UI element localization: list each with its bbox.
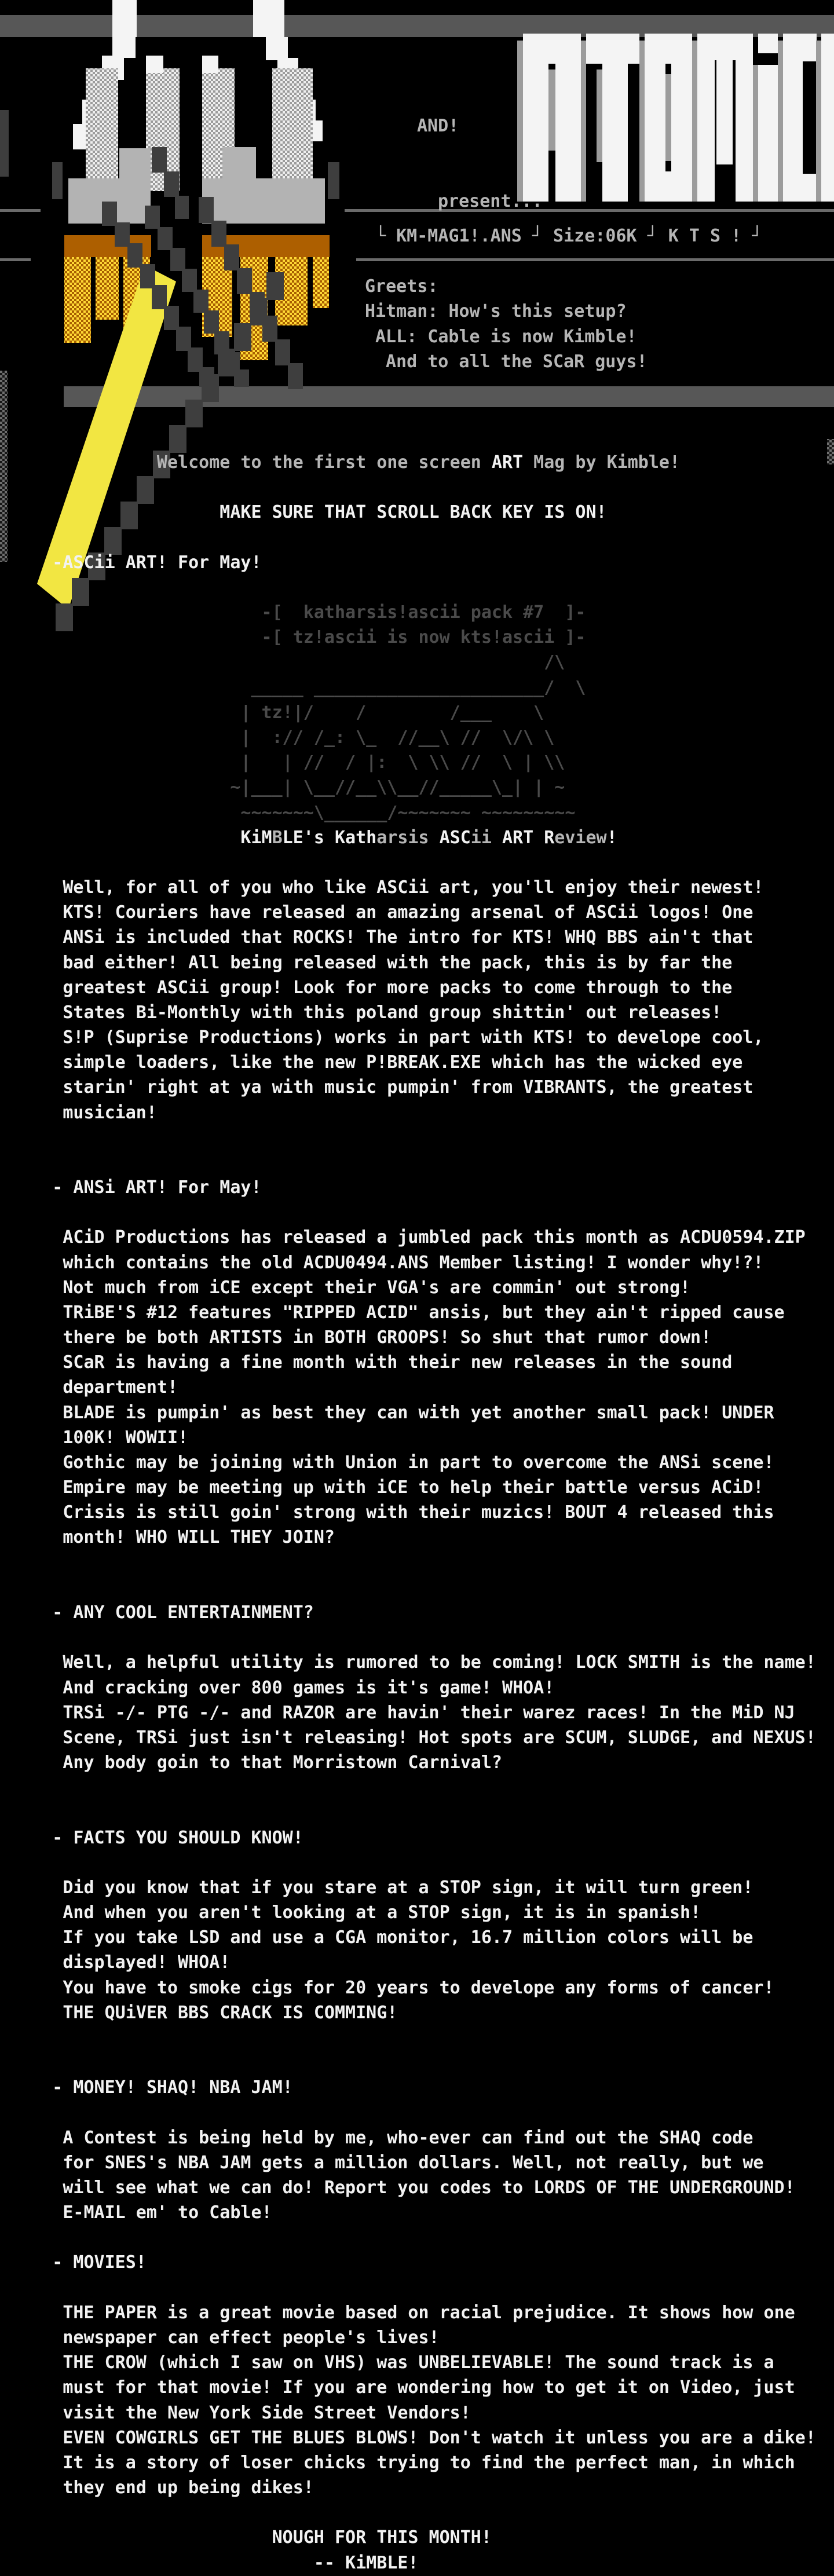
text-line — [0, 175, 834, 200]
text-line: EVEN COWGIRLS GET THE BLUES BLOWS! Don't watch it unless you are a dike! — [0, 2427, 816, 2448]
text-line — [0, 50, 834, 75]
text-line: musician! — [0, 1102, 157, 1123]
text-line — [0, 1850, 834, 1875]
present-label: present... — [438, 191, 543, 211]
text-line: Any body goin to that Morristown Carnival? — [0, 1752, 502, 1773]
text-line: TRSi -/- PTG -/- and RAZOR are havin' their warez races! In the MiD NJ — [0, 1702, 795, 1723]
and-label: AND! — [417, 116, 459, 136]
text-line: | tz!|/ / /___ \ — [0, 702, 544, 723]
text-line — [0, 400, 834, 425]
text-line — [0, 0, 834, 25]
text-line: starin' right at ya with music pumpin' from VIBRANTS, the greatest — [0, 1077, 753, 1098]
text-line: - MONEY! SHAQ! NBA JAM! — [0, 2077, 293, 2098]
text-line: KTS! Couriers have released an amazing arsenal of ASCii logos! One — [0, 902, 753, 923]
text-line — [0, 2050, 834, 2075]
text-line — [0, 1150, 834, 1175]
text-line: -- KiMBLE! — [0, 2552, 419, 2573]
text-line — [0, 1200, 834, 1225]
text-line — [0, 2225, 834, 2250]
text-line — [0, 225, 834, 250]
text-line — [0, 575, 834, 600]
text-line — [0, 75, 834, 100]
text-line: NOUGH FOR THIS MONTH! — [0, 2527, 492, 2548]
text-line: And cracking over 800 games is it's game! WHOA! — [0, 1677, 555, 1698]
text-line — [0, 1625, 834, 1650]
text-line: Empire may be meeting up with iCE to help their battle versus ACiD! — [0, 1477, 764, 1498]
text-line: newspaper can effect people's lives! — [0, 2327, 440, 2348]
text-line: THE CROW (which I saw on VHS) was UNBELIEVABLE! The sound track is a — [0, 2352, 774, 2373]
text-line: ~~~~~~~\______/~~~~~~~ ~~~~~~~~~ — [0, 802, 576, 823]
text-line: _____ ______________________/ \ — [0, 677, 586, 698]
text-line: greatest ASCii group! Look for more packs to come through to the — [0, 977, 733, 998]
greets-line-all: ALL: Cable is now Kimble! — [375, 327, 637, 347]
text-line: - ANY COOL ENTERTAINMENT? — [0, 1602, 314, 1623]
text-line — [0, 525, 834, 550]
text-line: Well, for all of you who like ASCii art, you'll enjoy their newest! — [0, 877, 764, 898]
text-line — [0, 850, 834, 875]
text-line: visit the New York Side Street Vendors! — [0, 2402, 471, 2423]
text-line — [0, 250, 834, 275]
text-line: BLADE is pumpin' as best they can with yet another small pack! UNDER — [0, 1402, 774, 1423]
text-line: Well, a helpful utility is rumored to be coming! LOCK SMITH is the name! — [0, 1652, 816, 1673]
text-line: States Bi-Monthly with this poland group shittin' out releases! — [0, 1002, 722, 1023]
text-line: S!P (Suprise Productions) works in part with KTS! to develope cool, — [0, 1027, 764, 1048]
text-line — [0, 2025, 834, 2050]
text-line: ~|___| \__//__\\__//_____\_| | ~ — [0, 777, 565, 798]
text-line: KiMBLE's Katharsis ASCii ART Review! — [240, 827, 617, 848]
text-line — [0, 25, 834, 50]
text-line: Welcome to the first one screen ART Mag by Kimble! — [0, 452, 681, 473]
text-line: It is a story of loser chicks trying to find the perfect man, in which — [0, 2452, 795, 2473]
text-line — [0, 1775, 834, 1800]
text-line — [0, 125, 834, 150]
text-line: - ANSi ART! For May! — [0, 1177, 262, 1198]
text-line: -ASCii ART! For May! — [0, 552, 262, 573]
text-line: Crisis is still goin' strong with their muzics! BOUT 4 released this — [0, 1502, 774, 1523]
text-line: SCaR is having a fine month with their new releases in the sound — [0, 1352, 733, 1373]
text-line — [0, 2275, 834, 2300]
file-info-line: └ KM-MAG1!.ANS ┘ Size:06K ┘ K T S ! ┘ — [375, 226, 763, 246]
text-line — [0, 1125, 834, 1150]
text-line: Did you know that if you stare at a STOP sign, it will turn green! — [0, 1877, 753, 1898]
text-line: - FACTS YOU SHOULD KNOW! — [0, 1827, 303, 1848]
text-line: Scene, TRSi just isn't releasing! Hot spots are SCUM, SLUDGE, and NEXUS! — [0, 1727, 816, 1748]
text-line — [0, 1800, 834, 1825]
text-line: Gothic may be joining with Union in part to overcome the ANSi scene! — [0, 1452, 774, 1473]
greets-line-scar: And to all the SCaR guys! — [386, 352, 648, 372]
text-line — [0, 350, 834, 375]
greets-title: Greets: — [365, 276, 438, 297]
text-line: -[ tz!ascii is now kts!ascii ]- — [0, 627, 586, 648]
text-line — [0, 200, 834, 225]
text-line: And when you aren't looking at a STOP sign, it is in spanish! — [0, 1902, 701, 1923]
text-line: bad either! All being released with the pack, this is by far the — [0, 952, 733, 973]
text-line: TRiBE'S #12 features "RIPPED ACID" ansis, but they ain't ripped cause — [0, 1302, 785, 1323]
text-line: 100K! WOWII! — [0, 1427, 189, 1448]
text-line: simple loaders, like the new P!BREAK.EXE which has the wicked eye — [0, 1052, 743, 1073]
text-line: will see what we can do! Report you codes to LORDS OF THE UNDERGROUND! — [0, 2177, 795, 2198]
text-line: which contains the old ACDU0494.ANS Member listing! I wonder why!?! — [0, 1252, 764, 1273]
text-line — [0, 2100, 834, 2125]
text-line — [0, 325, 834, 350]
text-line: -[ katharsis!ascii pack #7 ]- — [0, 602, 586, 623]
text-line: ACiD Productions has released a jumbled pack this month as ACDU0594.ZIP — [0, 1227, 806, 1248]
text-line: must for that movie! If you are wondering how to get it on Video, just — [0, 2377, 795, 2398]
text-line: A Contest is being held by me, who-ever can find out the SHAQ code — [0, 2127, 753, 2148]
text-line: You have to smoke cigs for 20 years to develope any forms of cancer! — [0, 1977, 774, 1998]
greets-line-hitman: Hitman: How's this setup? — [365, 301, 627, 321]
text-line: ANSi is included that ROCKS! The intro for KTS! WHQ BBS ain't that — [0, 927, 753, 948]
text-line — [0, 375, 834, 400]
text-line: department! — [0, 1377, 178, 1398]
text-line: THE PAPER is a great movie based on racial prejudice. It shows how one — [0, 2302, 795, 2323]
text-line: displayed! WHOA! — [0, 1952, 231, 1973]
text-line: month! WHO WILL THEY JOIN? — [0, 1527, 335, 1548]
text-line — [0, 475, 834, 500]
text-line — [0, 425, 834, 450]
text-line: - MOVIES! — [0, 2252, 147, 2273]
text-line — [0, 1575, 834, 1600]
text-line — [0, 300, 834, 325]
text-line — [0, 1550, 834, 1575]
text-line: THE QUiVER BBS CRACK IS COMMING! — [0, 2002, 398, 2023]
text-line — [0, 275, 834, 300]
text-line — [0, 100, 834, 125]
text-line: they end up being dikes! — [0, 2478, 314, 2498]
text-line: MAKE SURE THAT SCROLL BACK KEY IS ON! — [0, 502, 607, 523]
text-line: Not much from iCE except their VGA's are commin' out strong! — [0, 1277, 691, 1298]
text-line: for SNES's NBA JAM gets a million dollars. Well, not really, but we — [0, 2152, 764, 2173]
text-line: there be both ARTISTS in BOTH GROOPS! So shut that rumor down! — [0, 1327, 712, 1348]
text-line: /\ — [0, 652, 565, 673]
text-line: If you take LSD and use a CGA monitor, 16.7 million colors will be — [0, 1927, 753, 1948]
text-line — [0, 2500, 834, 2525]
text-line: | | // / |: \ \\ // \ | \\ — [0, 752, 565, 773]
text-line — [0, 150, 834, 175]
text-line: | :// /_: \_ //__\ // \/\ \ — [0, 727, 555, 748]
text-line: E-MAIL em' to Cable! — [0, 2202, 272, 2223]
